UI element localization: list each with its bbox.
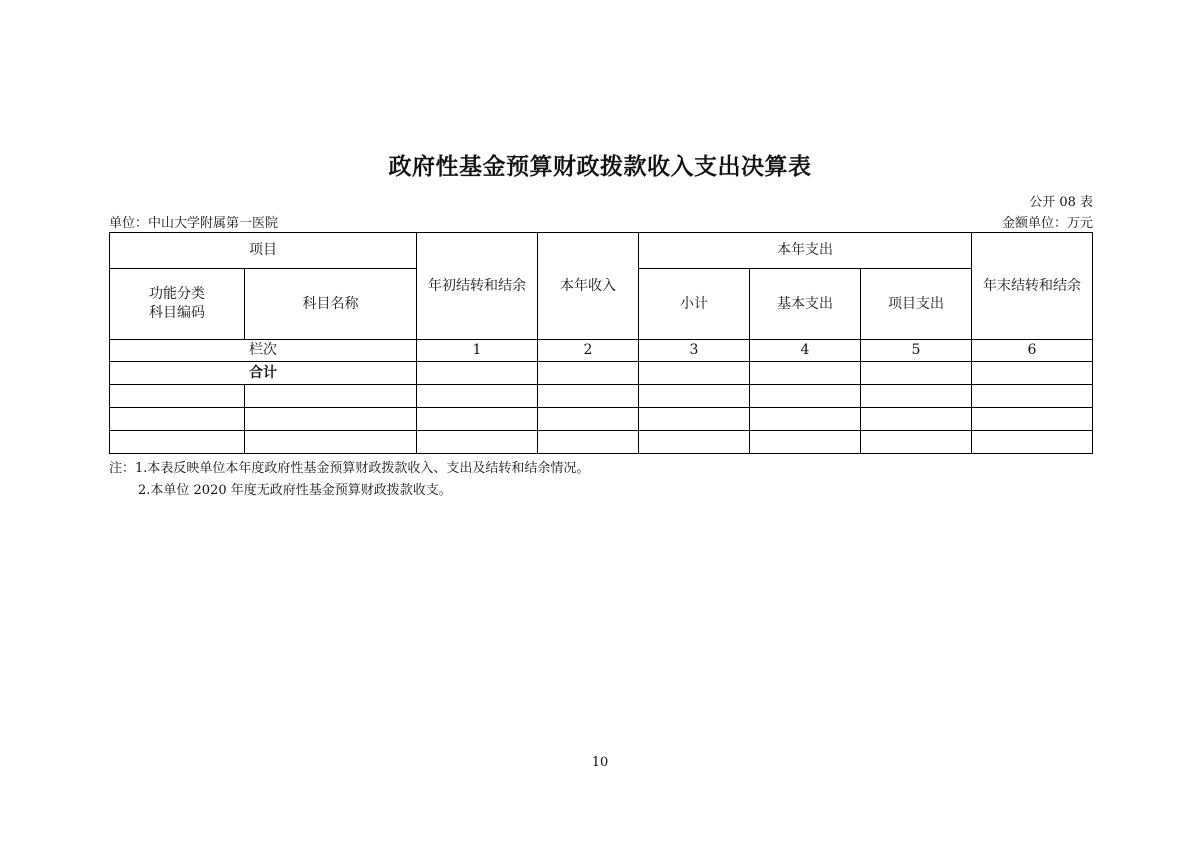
table-cell (245, 408, 417, 431)
table-row (110, 408, 1093, 431)
header-function-code-line2: 科目编码 (149, 305, 205, 321)
header-current-income: 本年收入 (538, 233, 639, 340)
column-number-6: 6 (972, 340, 1093, 362)
total-cell (972, 362, 1093, 385)
column-number-2: 2 (538, 340, 639, 362)
table-cell (538, 431, 639, 454)
note-line-2: 2.本单位 2020 年度无政府性基金预算财政拨款收支。 (138, 483, 452, 498)
header-subtotal: 小计 (639, 269, 750, 340)
header-opening-balance: 年初结转和结余 (417, 233, 538, 340)
table-cell (972, 408, 1093, 431)
table-cell (972, 431, 1093, 454)
page-number: 10 (591, 755, 609, 770)
column-number-row (110, 340, 1093, 362)
total-cell (417, 362, 538, 385)
table-cell (639, 431, 750, 454)
total-cell (861, 362, 972, 385)
budget-table (109, 232, 1093, 454)
column-number-3: 3 (639, 340, 750, 362)
table-cell (538, 408, 639, 431)
table-cell (245, 385, 417, 408)
column-number-5: 5 (861, 340, 972, 362)
table-cell (417, 385, 538, 408)
header-item: 项目 (110, 233, 417, 269)
table-cell (417, 431, 538, 454)
header-closing-balance: 年末结转和结余 (972, 233, 1093, 340)
notes (109, 458, 589, 502)
table-cell (750, 385, 861, 408)
column-number-1: 1 (417, 340, 538, 362)
header-function-code (110, 269, 245, 340)
table-cell (972, 385, 1093, 408)
table-cell (110, 408, 245, 431)
table-cell (861, 408, 972, 431)
header-basic-expense: 基本支出 (750, 269, 861, 340)
total-label: 合计 (110, 362, 417, 385)
table-cell (110, 385, 245, 408)
table-cell (245, 431, 417, 454)
header-subject-name: 科目名称 (245, 269, 417, 340)
total-cell (750, 362, 861, 385)
header-current-expense: 本年支出 (639, 233, 972, 269)
total-cell (639, 362, 750, 385)
header-function-code-line1: 功能分类 (149, 286, 205, 303)
table-row (110, 385, 1093, 408)
table-cell (861, 385, 972, 408)
amount-unit-label: 金额单位：万元 (1001, 216, 1093, 231)
header-project-expense: 项目支出 (861, 269, 972, 340)
table-cell (110, 431, 245, 454)
total-row (110, 362, 1093, 385)
table-cell (639, 408, 750, 431)
column-number-4: 4 (750, 340, 861, 362)
table-cell (750, 431, 861, 454)
table-cell (417, 408, 538, 431)
header-row-1 (110, 233, 1093, 269)
total-cell (538, 362, 639, 385)
table-cell (639, 385, 750, 408)
column-number-label: 栏次 (110, 340, 417, 362)
table-row (110, 431, 1093, 454)
document-number: 公开 08 表 (1029, 195, 1093, 210)
table-cell (861, 431, 972, 454)
table-cell (750, 408, 861, 431)
note-line-1: 注：1.本表反映单位本年度政府性基金预算财政拨款收入、支出及结转和结余情况。 (109, 461, 590, 476)
table-cell (538, 385, 639, 408)
unit-label: 单位：中山大学附属第一医院 (109, 216, 279, 231)
page-title: 政府性基金预算财政拨款收入支出决算表 (388, 154, 812, 180)
